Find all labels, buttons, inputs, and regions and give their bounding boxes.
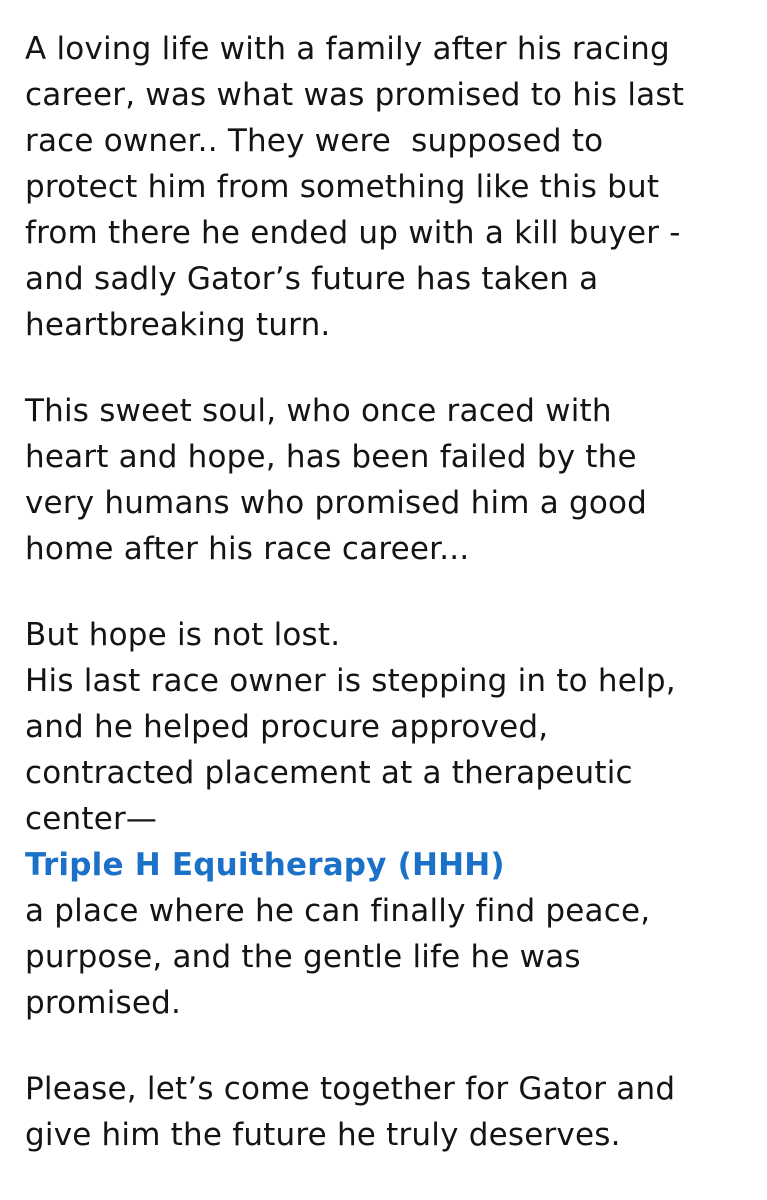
text-line: His last race owner is stepping in to help,	[25, 663, 676, 699]
equitherapy-link[interactable]: Triple H Equitherapy (HHH)	[25, 847, 505, 883]
text-line: and sadly Gator’s future has taken a	[25, 261, 599, 297]
text-line: very humans who promised him a good	[25, 485, 648, 521]
text-line: career, was what was promised to his last	[25, 77, 685, 113]
text-line: home after his race career...	[25, 531, 470, 567]
paragraph-callout	[25, 1066, 749, 1158]
text-line: This sweet soul, who once raced with	[25, 393, 612, 429]
text-line: center—	[25, 801, 158, 837]
text-line: heartbreaking turn.	[25, 307, 331, 343]
text-line: and he helped procure approved,	[25, 709, 549, 745]
text-line: contracted placement at a therapeutic	[25, 755, 633, 791]
text-line: race owner.. They were supposed to	[25, 123, 604, 159]
text-line: promised.	[25, 985, 182, 1021]
paragraph-hope	[25, 612, 749, 1026]
paragraph-failed	[25, 388, 749, 572]
text-line: a place where he can finally find peace,	[25, 893, 651, 929]
text-line: Please, let’s come together for Gator and	[25, 1071, 676, 1107]
paragraph-intro	[25, 26, 749, 348]
text-line: A loving life with a family after his racing	[25, 31, 670, 67]
text-line: But hope is not lost.	[25, 617, 341, 653]
text-line: purpose, and the gentle life he was	[25, 939, 581, 975]
text-line: from there he ended up with a kill buyer -	[25, 215, 681, 251]
text-line: heart and hope, has been failed by the	[25, 439, 637, 475]
text-line: protect him from something like this but	[25, 169, 660, 205]
text-line: give him the future he truly deserves.	[25, 1117, 621, 1153]
